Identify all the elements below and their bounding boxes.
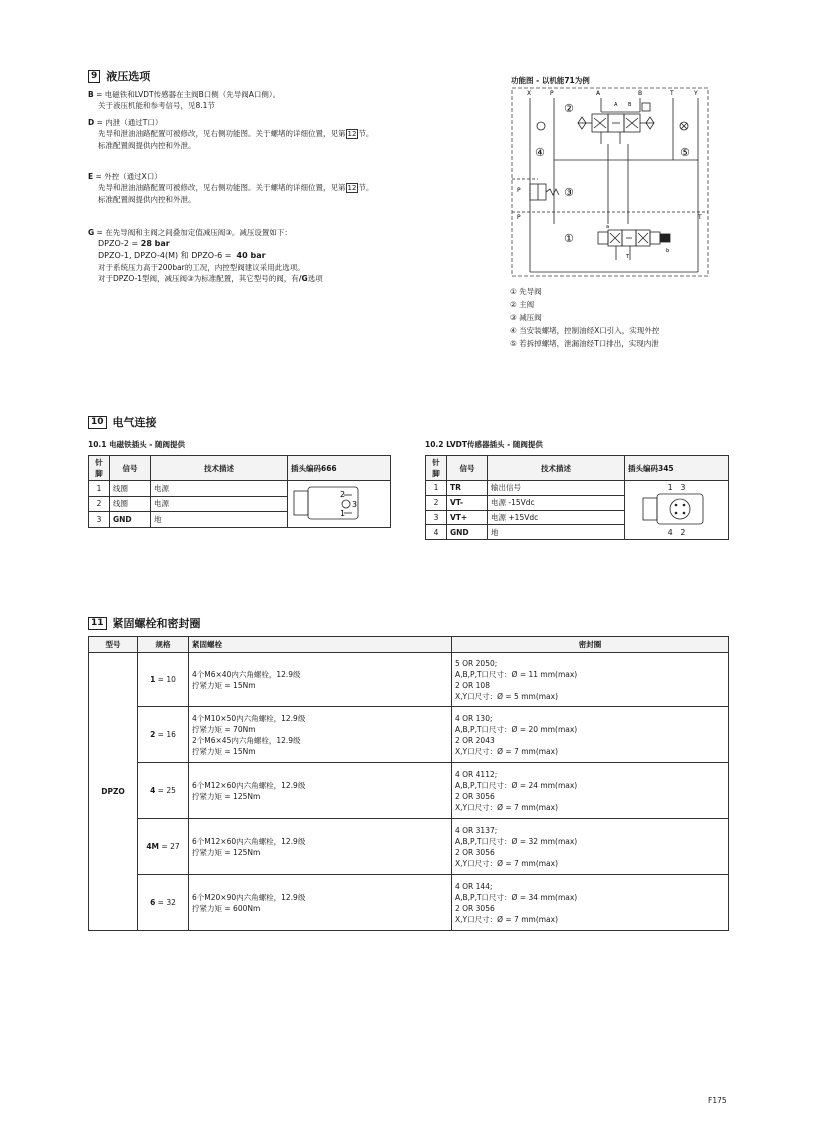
column-header: 规格 — [138, 637, 189, 653]
pin-cell: 3 — [426, 510, 447, 525]
seals-cell — [452, 875, 729, 931]
desc-cell: 电源 — [151, 496, 288, 512]
pin-label: 3 — [352, 500, 358, 509]
seal-spec: 4 OR 3137; — [455, 825, 498, 835]
legend-item: ④ 当安装螺堵，控制油经X口引入，实现外控 — [510, 326, 660, 335]
size-code: 4 — [150, 786, 156, 795]
pressure-value: 40 bar — [236, 251, 266, 260]
legend-item: ⑤ 若拆掉螺堵，泄漏油经T口排出，实现内泄 — [510, 339, 659, 348]
desc-cell: 地 — [151, 512, 288, 528]
section-11-title — [88, 615, 201, 631]
seals-cell — [452, 707, 729, 763]
table-row — [89, 653, 729, 707]
callout-marker: ⑤ — [680, 146, 690, 159]
pilot-valve — [598, 230, 670, 260]
model-cell: DPZO — [89, 653, 138, 931]
column-header: 信号 — [110, 456, 151, 481]
signal-cell: GND — [447, 525, 488, 540]
port-label: A — [614, 102, 618, 108]
bolt-spec: 4个M10×50内六角螺栓，12.9级 — [192, 713, 306, 723]
seal-spec: 4 OR 4112; — [455, 769, 498, 779]
legend-item: ③ 减压阀 — [510, 313, 542, 322]
legend-item: ② 主阀 — [510, 300, 535, 309]
connector-666-drawing — [290, 483, 370, 523]
size-code: 1 — [150, 675, 156, 684]
size-value: = 16 — [155, 730, 176, 739]
section-number: 11 — [88, 617, 107, 630]
seal-spec: X,Y口尺寸：Ø = 5 mm(max) — [455, 691, 559, 701]
column-header: 技术描述 — [488, 456, 625, 481]
section-number: 9 — [88, 70, 100, 83]
pin-cell: 2 — [426, 495, 447, 510]
option-note: 节。 — [358, 129, 374, 138]
option-note: 先导和泄油油路配置可被修改，见右侧功能图。关于螺堵的详细位置，见第 — [98, 183, 346, 192]
callout-marker: ④ — [535, 146, 545, 159]
seals-cell — [452, 819, 729, 875]
column-header: 型号 — [89, 637, 138, 653]
signal-cell: TR — [447, 481, 488, 496]
bolt-torque: 拧紧力矩 = 125Nm — [192, 847, 261, 857]
bolts-cell — [189, 819, 452, 875]
option-e — [88, 171, 373, 205]
bolts-cell — [189, 707, 452, 763]
hydraulic-schematic — [508, 84, 722, 280]
size-code: 6 — [150, 898, 156, 907]
desc-cell: 电源 +15Vdc — [488, 510, 625, 525]
signal-cell: 线圈 — [110, 496, 151, 512]
bolt-torque: 拧紧力矩 = 15Nm — [192, 746, 256, 756]
callout-marker: ③ — [564, 186, 574, 199]
bolt-torque: 拧紧力矩 = 125Nm — [192, 791, 261, 801]
option-note: 先导和泄油油路配置可被修改，见右侧功能图。关于螺堵的详细位置，见第 — [98, 129, 346, 138]
option-d — [88, 117, 373, 151]
bolts-cell — [189, 763, 452, 819]
size-code: 4M — [146, 842, 160, 851]
section-number: 10 — [88, 416, 107, 429]
connector-cell — [625, 481, 729, 540]
size-cell — [138, 763, 189, 819]
section-title-text: 紧固螺栓和密封圈 — [112, 617, 201, 630]
size-cell — [138, 653, 189, 707]
desc-cell: 输出信号 — [488, 481, 625, 496]
port-label: A — [596, 90, 601, 97]
option-note: DPZO-2 = — [98, 239, 141, 248]
seal-spec: 2 OR 3056 — [455, 847, 495, 857]
option-text: = 外控（通过X口） — [93, 172, 162, 181]
size-cell — [138, 707, 189, 763]
seal-spec: X,Y口尺寸：Ø = 7 mm(max) — [455, 802, 559, 812]
seal-spec: 4 OR 130; — [455, 713, 493, 723]
port-label: X — [527, 90, 532, 97]
seals-cell — [452, 763, 729, 819]
port-label: b — [666, 248, 670, 254]
seal-spec: A,B,P,T口尺寸：Ø = 11 mm(max) — [455, 669, 578, 679]
port-label: P — [517, 214, 521, 221]
desc-cell: 地 — [488, 525, 625, 540]
column-header: 信号 — [447, 456, 488, 481]
callout-marker: ① — [564, 232, 574, 245]
option-note: 对于系统压力高于200bar的工况，内控型阀建议采用此选项。 — [98, 263, 305, 272]
signal-cell: VT- — [447, 495, 488, 510]
size-value: = 25 — [155, 786, 176, 795]
diagram-legend — [510, 285, 659, 350]
table-row — [426, 481, 729, 496]
pin-label: 2 — [340, 490, 346, 499]
signal-cell: 线圈 — [110, 481, 151, 497]
port-label: P — [550, 90, 554, 97]
column-header: 紧固螺栓 — [189, 637, 452, 653]
table-row — [89, 763, 729, 819]
bolts-cell — [189, 875, 452, 931]
option-key: D — [88, 118, 95, 127]
bolt-spec: 6个M12×60内六角螺栓，12.9级 — [192, 780, 306, 790]
pin-cell: 3 — [89, 512, 110, 528]
table-caption: 10.1 电磁铁插头 - 随阀提供 — [88, 440, 185, 449]
seal-spec: 2 OR 2043 — [455, 735, 495, 745]
seal-spec: A,B,P,T口尺寸：Ø = 20 mm(max) — [455, 724, 578, 734]
desc-cell: 电源 -15Vdc — [488, 495, 625, 510]
table-caption: 10.2 LVDT传感器插头 - 随阀提供 — [425, 440, 543, 449]
column-header: 密封圈 — [452, 637, 729, 653]
port-label: T — [698, 214, 702, 221]
diagram-title: 功能图 - 以机能71为例 — [511, 76, 590, 85]
seal-spec: 5 OR 2050; — [455, 658, 498, 668]
bolts-cell — [189, 653, 452, 707]
lvdt-connector-table — [425, 455, 729, 540]
seal-spec: X,Y口尺寸：Ø = 7 mm(max) — [455, 858, 559, 868]
section-reference: 12 — [347, 130, 357, 138]
table-row — [89, 481, 391, 497]
size-value: = 32 — [155, 898, 176, 907]
section-10-title — [88, 414, 157, 430]
option-text: = 在先导阀和主阀之间叠加定值减压阀③。减压设置如下： — [94, 228, 292, 237]
option-key: G — [88, 228, 95, 237]
seal-spec: 4 OR 144; — [455, 881, 493, 891]
option-key: B — [88, 90, 94, 99]
pressure-value: 28 bar — [140, 239, 170, 248]
pin-cell: 4 — [426, 525, 447, 540]
option-code: /G — [298, 274, 308, 283]
option-note: 选项 — [307, 274, 323, 283]
option-note: 标准配置阀提供内控和外泄。 — [98, 195, 196, 204]
port-label: Y — [694, 90, 698, 97]
column-header: 技术描述 — [151, 456, 288, 481]
pin-cell: 1 — [426, 481, 447, 496]
plug-symbol — [537, 122, 545, 130]
size-cell — [138, 819, 189, 875]
column-header: 插头编码666 — [288, 456, 391, 481]
option-note: 节。 — [358, 183, 374, 192]
table-row — [89, 819, 729, 875]
size-value: = 27 — [159, 842, 180, 851]
bolt-spec: 6个M20×90内六角螺栓，12.9级 — [192, 892, 306, 902]
connector-345-drawing — [637, 492, 717, 526]
desc-cell: 电源 — [151, 481, 288, 497]
seal-spec: 2 OR 3056 — [455, 791, 495, 801]
bolt-torque: 拧紧力矩 = 15Nm — [192, 680, 256, 690]
seal-spec: X,Y口尺寸：Ø = 7 mm(max) — [455, 914, 559, 924]
option-note: 标准配置阀提供内控和外泄。 — [98, 141, 196, 150]
option-text: = 电磁铁和LVDT传感器在主阀B口侧（先导阀A口侧）。 — [93, 90, 281, 99]
column-header: 针脚 — [426, 456, 447, 481]
section-title-text: 液压选项 — [106, 70, 151, 83]
reducing-valve — [530, 184, 559, 200]
option-note: 对于DPZO-1型阀，减压阀③为标准配置，其它型号的阀，有 — [98, 274, 299, 283]
bolt-torque: 拧紧力矩 = 70Nm — [192, 724, 256, 734]
bolt-spec: 6个M12×60内六角螺栓，12.9级 — [192, 836, 306, 846]
seals-cell — [452, 653, 729, 707]
solenoid-connector-table — [88, 455, 391, 528]
table-row — [89, 875, 729, 931]
port-label: a — [606, 224, 610, 230]
option-note: DPZO-1, DPZO-4(M) 和 DPZO-6 = — [98, 251, 234, 260]
table-row — [89, 707, 729, 763]
seal-spec: 2 OR 3056 — [455, 903, 495, 913]
option-note: 关于液压机能和参考信号，见8.1节 — [98, 101, 215, 110]
pin-label: 1 — [340, 509, 346, 518]
column-header: 插头编码345 — [625, 456, 729, 481]
port-label: T — [670, 90, 674, 97]
bolt-spec: 2个M6×45内六角螺栓，12.9级 — [192, 735, 301, 745]
bolts-seals-table — [88, 636, 729, 931]
seal-spec: A,B,P,T口尺寸：Ø = 34 mm(max) — [455, 892, 578, 902]
bolt-spec: 4个M6×40内六角螺栓，12.9级 — [192, 669, 301, 679]
section-reference: 12 — [347, 184, 357, 192]
pin-label: 1 3 — [667, 483, 686, 492]
size-cell — [138, 875, 189, 931]
signal-cell: GND — [110, 512, 151, 528]
port-label: T — [626, 254, 630, 260]
page-number: F175 — [708, 1096, 727, 1105]
frame-outline — [512, 88, 708, 276]
port-label: B — [638, 90, 643, 97]
seal-spec: X,Y口尺寸：Ø = 7 mm(max) — [455, 746, 559, 756]
section-9-title — [88, 68, 150, 84]
pin-cell: 2 — [89, 496, 110, 512]
section-title-text: 电气连接 — [112, 416, 157, 429]
seal-spec: 2 OR 108 — [455, 680, 490, 690]
legend-item: ① 先导阀 — [510, 287, 542, 296]
bolt-torque: 拧紧力矩 = 600Nm — [192, 903, 261, 913]
pin-cell: 1 — [89, 481, 110, 497]
option-g — [88, 227, 323, 284]
port-label: P — [517, 187, 521, 194]
signal-cell: VT+ — [447, 510, 488, 525]
option-key: E — [88, 172, 94, 181]
size-value: = 10 — [155, 675, 176, 684]
pin-label: 4 2 — [667, 528, 686, 537]
seal-spec: A,B,P,T口尺寸：Ø = 32 mm(max) — [455, 836, 578, 846]
option-b — [88, 89, 280, 111]
callout-marker: ② — [564, 102, 574, 115]
size-code: 2 — [150, 730, 156, 739]
column-header: 针脚 — [89, 456, 110, 481]
port-label: B — [628, 102, 632, 108]
connector-cell — [288, 481, 391, 528]
option-text: = 内泄（通过T口） — [94, 118, 163, 127]
seal-spec: A,B,P,T口尺寸：Ø = 24 mm(max) — [455, 780, 578, 790]
